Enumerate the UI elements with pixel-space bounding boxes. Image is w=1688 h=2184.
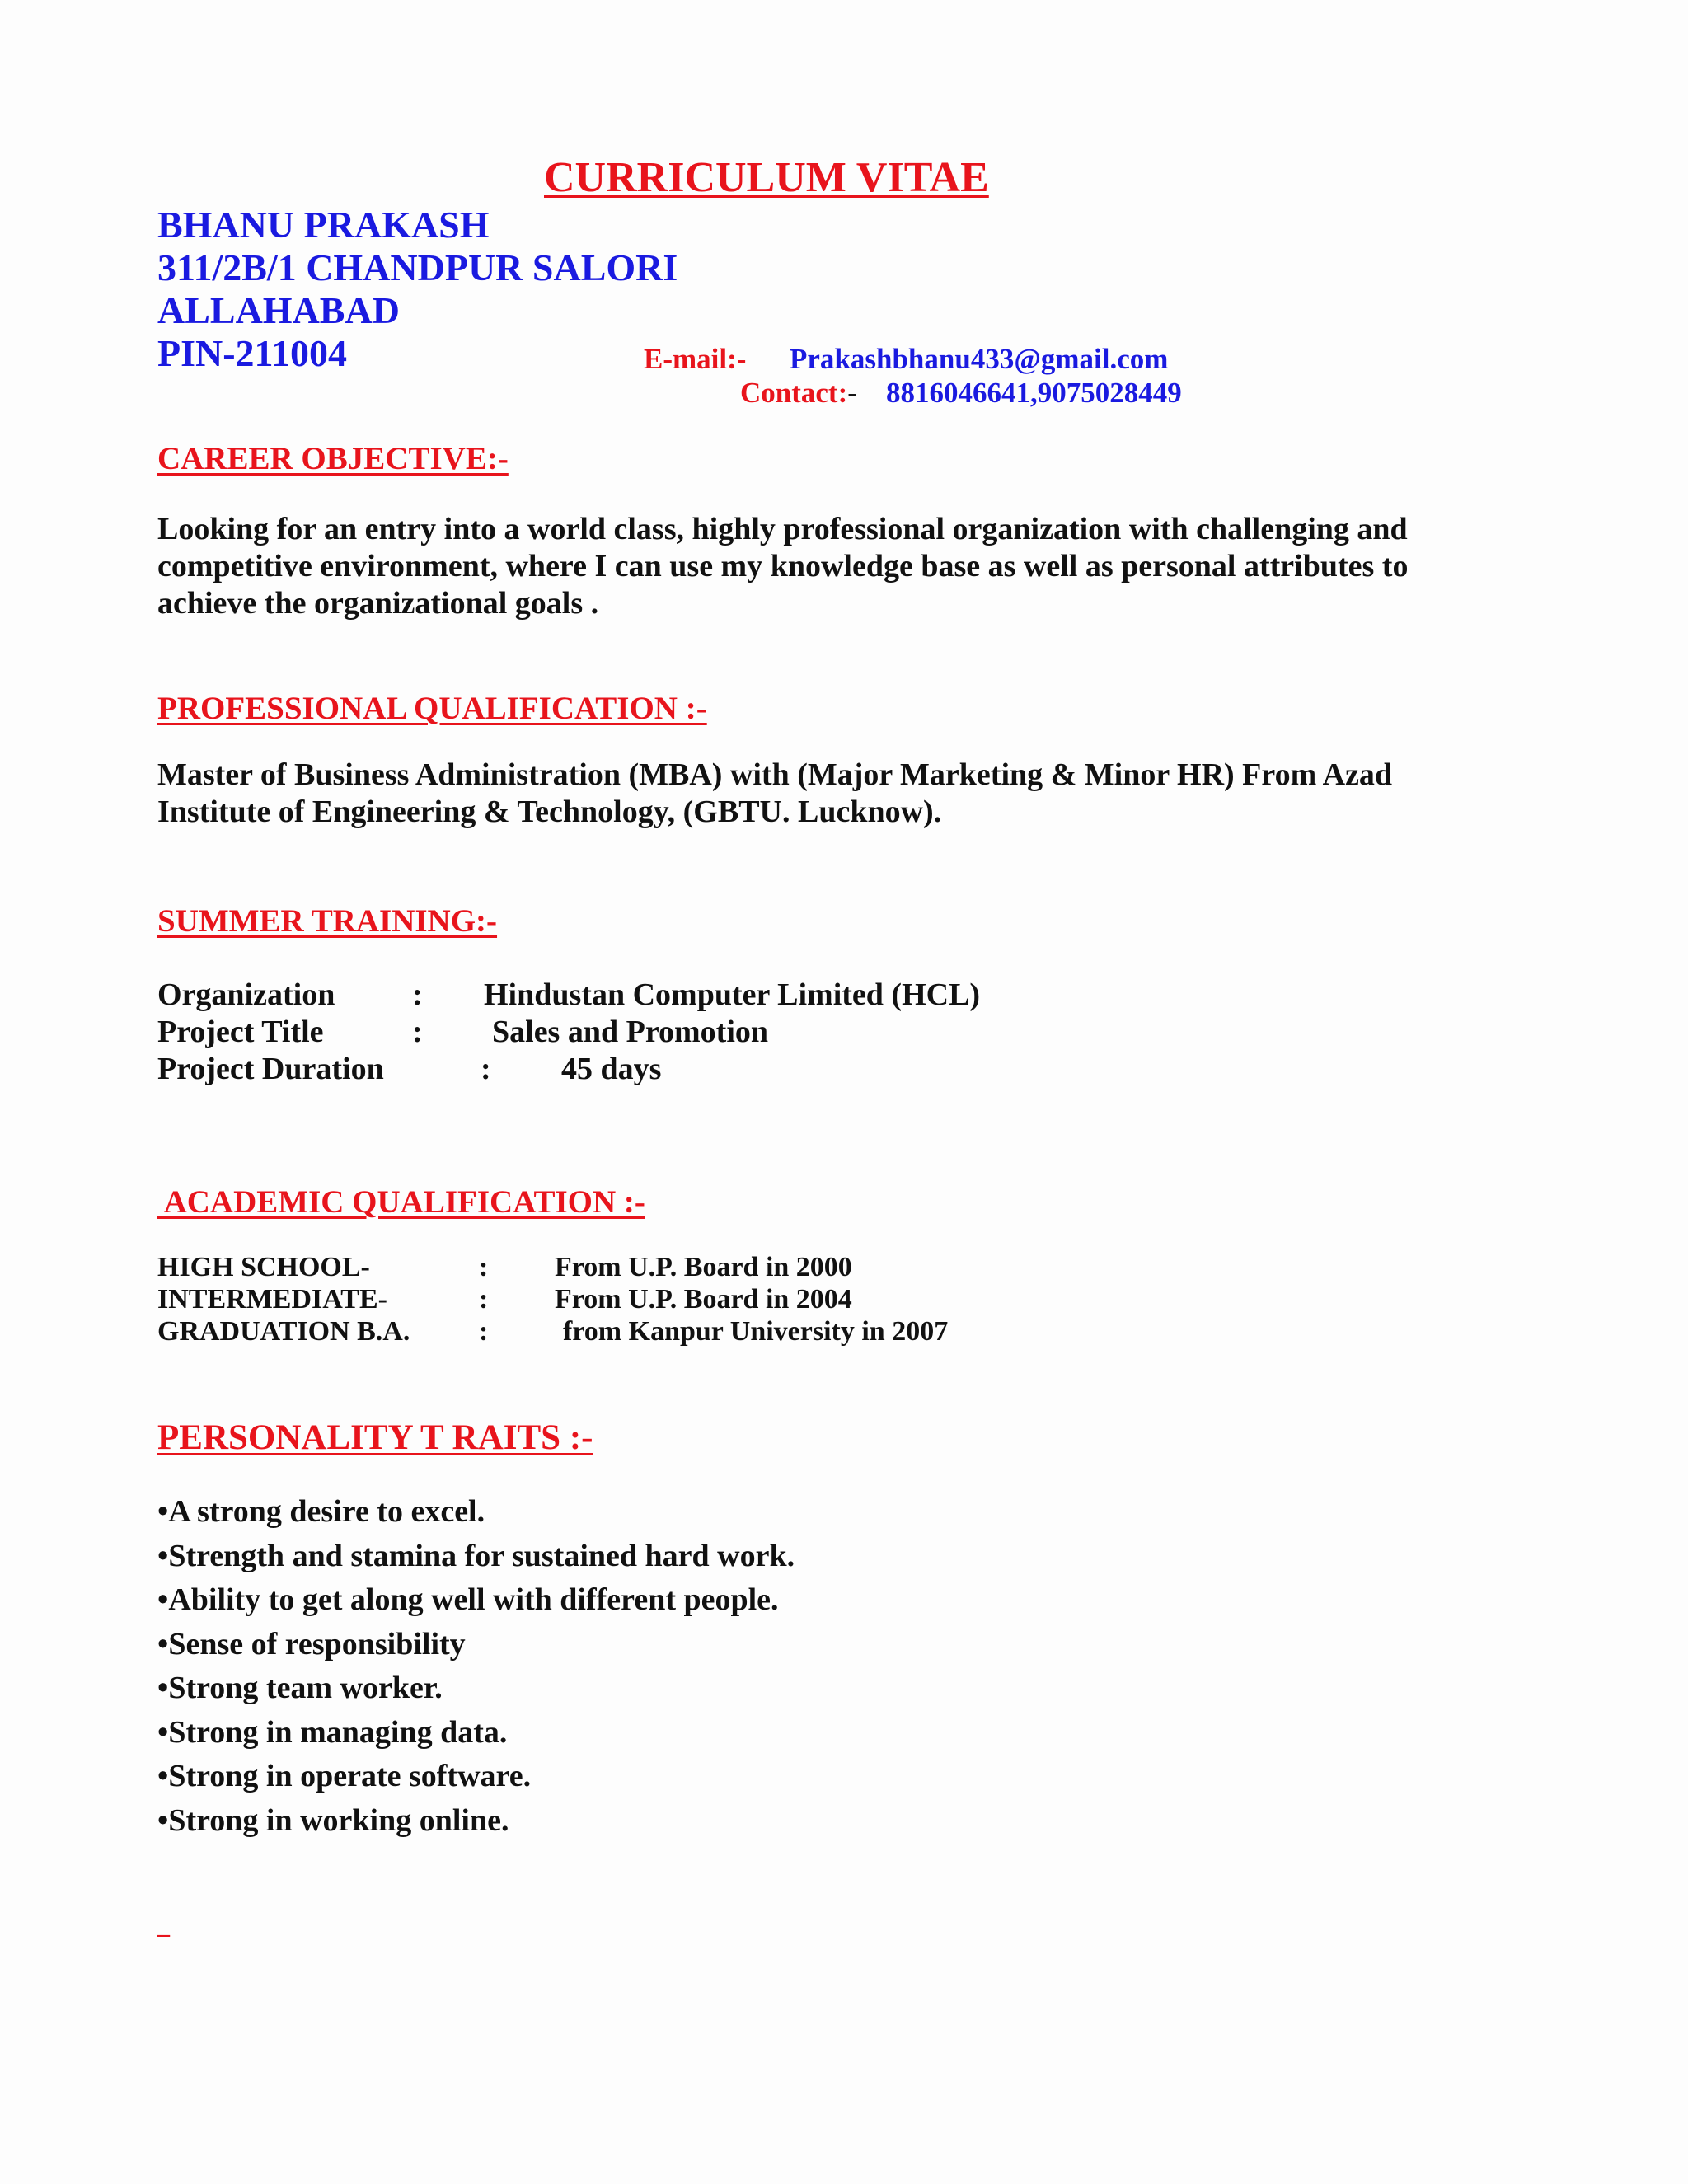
bullet-icon: • [157, 1802, 169, 1838]
training-project-title-separator: : [412, 1015, 423, 1049]
bullet-icon: • [157, 1671, 169, 1705]
career-objective-text: Looking for an entry into a world class, highly professional organization with challenging and competitive environment, where I can use my knowledge base as well as personal attributes to achieve the organizational goals . [157, 512, 1409, 621]
academic-qualification-heading: ACADEMIC QUALIFICATION :- [157, 1184, 645, 1220]
email-label: E-mail:- [644, 343, 747, 375]
trait-item: •Strong in managing data. [157, 1714, 508, 1750]
trait-item: •Strong in operate software. [157, 1759, 532, 1793]
trait-item: •Strong team worker. [157, 1671, 443, 1705]
bullet-icon: • [157, 1759, 169, 1793]
academic-row-separator: : [479, 1252, 489, 1282]
bullet-icon: • [157, 1582, 169, 1617]
academic-row-label: GRADUATION B.A. [157, 1316, 410, 1347]
trailing-mark: _ [157, 1912, 170, 1939]
training-organization-value: Hindustan Computer Limited (HCL) [484, 977, 981, 1012]
academic-row-label: INTERMEDIATE- [157, 1284, 387, 1315]
bullet-icon: • [157, 1494, 169, 1529]
trait-item: •Ability to get along well with different people. [157, 1582, 779, 1617]
training-organization-separator: : [412, 977, 423, 1012]
candidate-name: BHANU PRAKASH [157, 204, 490, 246]
professional-qualification-heading: PROFESSIONAL QUALIFICATION :- [157, 691, 707, 726]
training-organization-label: Organization [157, 977, 335, 1012]
phone-separator: - [847, 377, 857, 409]
email-link[interactable]: Prakashbhanu433@gmail.com [790, 343, 1169, 375]
bullet-icon: • [157, 1626, 169, 1661]
training-project-title-label: Project Title [157, 1015, 324, 1049]
personality-traits-heading: PERSONALITY T RAITS :- [157, 1418, 593, 1457]
trait-list [157, 1490, 795, 1843]
professional-qualification-text: Master of Business Administration (MBA) with (Major Marketing & Minor HR) From Azad Institute of Engineering & Technology, (GBTU. Lucknow). [157, 757, 1393, 829]
academic-row-separator: : [479, 1284, 489, 1315]
phone-line [740, 377, 857, 410]
address-line-2: ALLAHABAD [157, 289, 400, 331]
bullet-icon: • [157, 1714, 169, 1750]
document-title: CURRICULUM VITAE [544, 154, 989, 201]
trait-item: •Strong in working online. [157, 1802, 509, 1838]
academic-row-value: From U.P. Board in 2000 [555, 1252, 852, 1282]
trait-item: •Strength and stamina for sustained hard work. [157, 1538, 795, 1573]
bullet-icon: • [157, 1538, 169, 1573]
phone-label: Contact: [740, 377, 848, 409]
training-duration-label: Project Duration [157, 1052, 384, 1086]
academic-row-separator: : [479, 1316, 489, 1347]
academic-row-label: HIGH SCHOOL- [157, 1252, 370, 1282]
trait-item: •Sense of responsibility [157, 1626, 466, 1661]
training-duration-separator: : [481, 1052, 491, 1086]
address-line-1: 311/2B/1 CHANDPUR SALORI [157, 246, 678, 288]
phone-numbers: 8816046641,9075028449 [886, 377, 1182, 409]
trait-item: •A strong desire to excel. [157, 1494, 485, 1529]
summer-training-heading: SUMMER TRAINING:- [157, 903, 498, 939]
training-duration-value: 45 days [561, 1052, 662, 1086]
academic-row-value: From U.P. Board in 2004 [555, 1284, 852, 1315]
career-objective-heading: CAREER OBJECTIVE:- [157, 441, 509, 476]
address-pin: PIN-211004 [157, 332, 347, 374]
training-project-title-value: Sales and Promotion [492, 1015, 769, 1049]
academic-row-value: from Kanpur University in 2007 [563, 1316, 949, 1347]
